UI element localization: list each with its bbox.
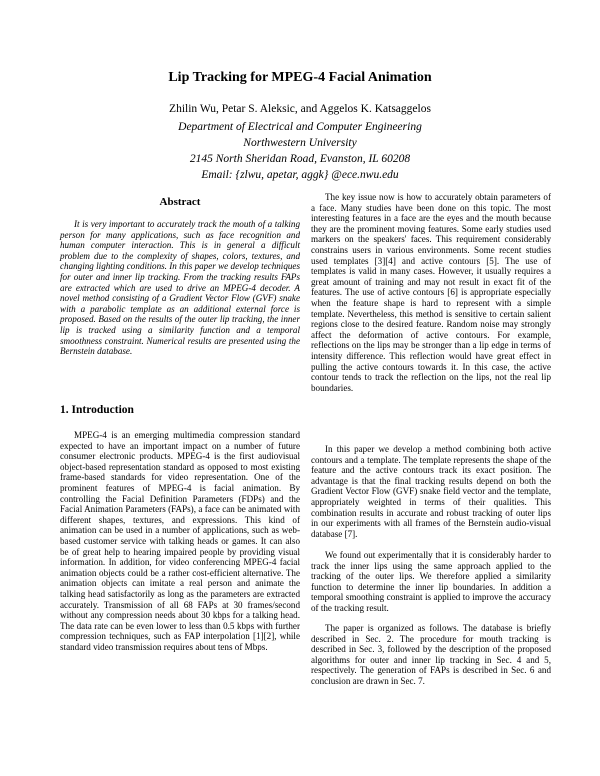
body-paragraph: In this paper we develop a method combining both active contours and a template. The template represents the shape of the feature and the active contours track its exact position. The advantage is that the final tracking results depend on both the Gradient Vector Flow (GVF) snake field vector and the template, appropriately weighted in terms of their qualities. This combination results in accurate and robust tracking of outer lips in our experiments with all frames of the Bernstein audio-visual database [7].: [311, 444, 551, 539]
body-paragraph: We found out experimentally that it is considerably harder to track the inner lips using the same approach applied to the tracking of the outer lips. We therefore applied a similarity function to determine the inner lip boundaries. In addition a temporal smoothing constraint is applied to improve the accuracy of the tracking result.: [311, 550, 551, 613]
affiliation-university: Northwestern University: [243, 137, 357, 149]
right-column-block-3: [311, 550, 551, 614]
introduction-text: [60, 430, 300, 652]
body-paragraph: The paper is organized as follows. The database is briefly described in Sec. 2. The procedure for mouth tracking is described in Sec. 3, followed by the description of the proposed algorithms for outer and inner lip tracking in Sec. 4 and 5, respectively. The generation of FAPs is described in Sec. 6 and conclusion are drawn in Sec. 7.: [311, 623, 551, 686]
paper-title: Lip Tracking for MPEG-4 Facial Animation: [168, 70, 432, 85]
abstract-paragraph: It is very important to accurately track the mouth of a talking person for many applications, such as face recognition and human computer interaction. This is in general a difficult problem due to the complexity of shapes, colors, textures, and changing lighting conditions. In this paper we develop techniques for outer and inner lip tracking. From the tracking results FAPs are extracted which are used to drive an MPEG-4 decoder. A novel method consisting of a Gradient Vector Flow (GVF) snake with a parabolic template as an additional external force is proposed. Based on the results of the outer lip tracking, the inner lip is tracked using a similarity function and a temporal smoothness constraint. Numerical results are presented using the Bernstein database.: [60, 219, 300, 357]
affiliation-email: Email: {zlwu, apetar, aggk} @ece.nwu.edu: [201, 169, 399, 181]
right-column-block-2: [311, 444, 551, 539]
introduction-heading: 1. Introduction: [60, 404, 134, 416]
introduction-paragraph: MPEG-4 is an emerging multimedia compression standard expected to have an important impact on a number of future consumer electronic products. MPEG-4 is the first audiovisual object-based representation standard as opposed to most existing frame-based standards for video representation. One of the prominent features of MPEG-4 is facial animation. By controlling the Facial Definition Parameters (FDPs) and the Facial Animation Parameters (FAPs), a face can be animated with different shapes, textures, and expressions. This kind of animation can be used in a number of applications, such as web-based customer service with talking heads or games. It can also be of great help to hearing impaired people by providing visual information. In addition, for video conferencing MPEG-4 facial animation objects could be a rather cost-efficient alternative. The animation objects can imitate a real person and animate the talking head satisfactorily as long as the parameters are extracted accurately. Transmission of all 68 FAPs at 30 frames/second without any compression needs about 30 kbps for a talking head. The data rate can be even lower to less than 0.5 kbps with further compression techniques, such as FAP interpolation [1][2], while standard video transmission requires about tens of Mbps.: [60, 430, 300, 652]
abstract-text: [60, 219, 300, 357]
abstract-heading: Abstract: [159, 196, 201, 208]
affiliation-address: 2145 North Sheridan Road, Evanston, IL 60208: [189, 153, 411, 165]
right-column-block-1: [311, 192, 551, 393]
right-column-block-4: [311, 623, 551, 687]
body-paragraph: The key issue now is how to accurately obtain parameters of a face. Many studies have been done on this topic. The most interesting features in a face are the eyes and the mouth because they are the prominent moving features. Some early studies used markers on the speakers' faces. This requirement considerably constrains users in various environments. Some recent studies used templates [3][4] and active contours [5]. The use of templates is valid in many cases. However, it usually requires a great amount of training and may not result in exact fit of the features. The use of active contours [6] is appropriate especially when the feature shape is hard to represent with a simple template. Nevertheless, this method is sensitive to certain salient regions close to the desired feature. Random noise may strongly affect the deformation of active contours. For example, reflections on the lips may be stronger than a lip edge in terms of intensity difference. This reflection would have great effect in pulling the active contours towards it. In this case, the active contour tends to track the reflection on the lips, not the real lip boundaries.: [311, 192, 551, 393]
affiliation-department: Department of Electrical and Computer Engineering: [178, 121, 422, 133]
author-list: Zhilin Wu, Petar S. Aleksic, and Aggelos K. Katsaggelos: [169, 103, 431, 115]
